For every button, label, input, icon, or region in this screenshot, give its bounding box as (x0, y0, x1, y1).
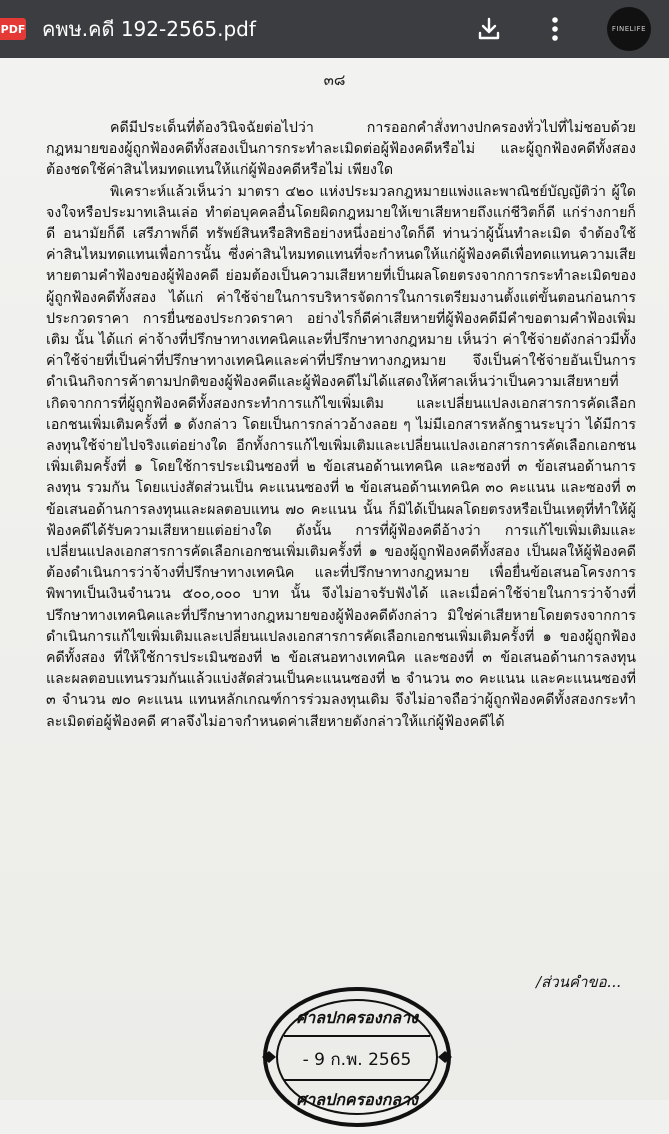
court-stamp (254, 984, 460, 1130)
download-icon[interactable] (471, 11, 507, 47)
stamp-date: - 9 ก.พ. 2565 (302, 1050, 412, 1070)
document-page (0, 58, 669, 1109)
more-vertical-icon[interactable] (537, 11, 573, 47)
stamp-court-name-bottom: ศาลปกครองกลาง (296, 1090, 418, 1109)
page-number: ๓๘ (323, 71, 346, 89)
paragraph: คดีมีประเด็นที่ต้องวินิจฉัยต่อไปว่า การออกคำสั่งทางปกครองทั่วไปที่ไม่ชอบด้วยกฎหมายของผู้ถูกฟ้องคดีทั้งสองเป็นการกระทำละเมิดต่อผู้ฟ้องคดีหรือไม่ และผู้ถูกฟ้องคดีทั้งสองต้องชดใช้ค่าสินไหมทดแทนให้แก่ผู้ฟ้องคดีหรือไม่ เพียงใด (46, 120, 636, 179)
continuation-note: /ส่วนคำขอ... (536, 973, 621, 991)
document-title: คพษ.คดี 192-2565.pdf (42, 17, 256, 41)
avatar-logo-text: FINELIFE (611, 25, 647, 33)
pdf-viewer-toolbar (0, 0, 669, 58)
judgment-body (46, 118, 636, 733)
stamp-court-name-top: ศาลปกครองกลาง (296, 1008, 418, 1027)
avatar[interactable] (607, 7, 651, 51)
paragraph: พิเคราะห์แล้วเห็นว่า มาตรา ๔๒๐ แห่งประมวลกฎหมายแพ่งและพาณิชย์บัญญัติว่า ผู้ใดจงใจหรือประมาทเลินเล่อ ทำต่อบุคคลอื่นโดยผิดกฎหมายให้เขาเสียหายถึงแก่ชีวิตก็ดี แก่ร่างกายก็ดี อนามัยก็ดี เสรีภาพก็ดี ทรัพย์สินหรือสิทธิอย่างหนึ่งอย่างใดก็ดี ท่านว่าผู้นั้นทำละเมิด จำต้องใช้ค่าสินไหมทดแทนเพื่อการนั้น ซึ่งค่าสินไหมทดแทนที่จะกำหนดให้แก่ผู้ฟ้องคดีเพื่อทดแทนความเสียหายตามคำฟ้องของผู้ฟ้องคดี ย่อมต้องเป็นความเสียหายที่เป็นผลโดยตรงจากการกระทำละเมิดของผู้ถูกฟ้องคดีทั้งสอง ได้แก่ ค่าใช้จ่ายในการบริหารจัดการในการเตรียมงานตั้งแต่ขั้นตอนก่อนการประกวดราคา การยื่นซองประกวดราคา อย่างไรก็ดีค่าเสียหายที่ผู้ฟ้องคดีมีคำขอตามคำฟ้องเพิ่มเติม นั้น ได้แก่ ค่าจ้างที่ปรึกษาทางเทคนิคและที่ปรึกษาทางกฎหมาย เห็นว่า ค่าใช้จ่ายดังกล่าวมีทั้งค่าใช้จ่ายที่เป็นค่าที่ปรึกษาทางเทคนิคและค่าที่ปรึกษาทางกฎหมาย จึงเป็นค่าใช้จ่ายอันเป็นการดำเนินกิจการค้าตามปกติของผู้ฟ้องคดีและผู้ฟ้องคดีไม่ได้แสดงให้ศาลเห็นว่าเป็นความเสียหายที่เกิดจากการที่ผู้ถูกฟ้องคดีทั้งสองกระทำการแก้ไขเพิ่มเติม และเปลี่ยนแปลงเอกสารการคัดเลือกเอกชนเพิ่มเติมครั้งที่ ๑ ดังกล่าว โดยเป็นการกล่าวอ้างลอย ๆ ไม่มีเอกสารหลักฐานระบุว่า ได้มีการลงทุนใช้จ่ายไปจริงแต่อย่างใด อีกทั้งการแก้ไขเพิ่มเติมและเปลี่ยนแปลงเอกสารการคัดเลือกเอกชนเพิ่มเติมครั้งที่ ๑ โดยใช้การประเมินซองที่ ๒ ข้อเสนอด้านเทคนิค และซองที่ ๓ ข้อเสนอด้านการลงทุน รวมกัน โดยแบ่งสัดส่วนเป็น คะแนนซองที่ ๒ ข้อเสนอด้านเทคนิค ๓๐ คะแนน และซองที่ ๓ ข้อเสนอด้านการลงทุนและผลตอบแทน ๗๐ คะแนน นั้น ก็มิได้เป็นผลโดยตรงหรือเป็นเหตุที่ทำให้ผู้ฟ้องคดีได้รับความเสียหายแต่อย่างใด ดังนั้น การที่ผู้ฟ้องคดีอ้างว่า การแก้ไขเพิ่มเติมและเปลี่ยนแปลงเอกสารการคัดเลือกเอกชนเพิ่มเติมครั้งที่ ๑ ของผู้ถูกฟ้องคดีทั้งสอง เป็นผลให้ผู้ฟ้องคดีต้องดำเนินการว่าจ้างที่ปรึกษาทางเทคนิค และที่ปรึกษาทางกฎหมาย เพื่อยื่นข้อเสนอโครงการพิพาทเป็นเงินจำนวน ๕๐๐,๐๐๐ บาท นั้น จึงไม่อาจรับฟังได้ และเมื่อค่าใช้จ่ายในการว่าจ้างที่ปรึกษาทางเทคนิคและที่ปรึกษาทางกฎหมายของผู้ฟ้องคดีดังกล่าว มิใช่ค่าเสียหายโดยตรงจากการดำเนินการแก้ไขเพิ่มเติมและเปลี่ยนแปลงเอกสารการคัดเลือกเอกชนเพิ่มเติมครั้งที่ ๑ ของผู้ถูกฟ้องคดีทั้งสอง ที่ให้ใช้การประเมินซองที่ ๒ ข้อเสนอทางเทคนิค และซองที่ ๓ ข้อเสนอด้านการลงทุนและผลตอบแทนรวมกันแล้วแบ่งสัดส่วนเป็นคะแนนซองที่ ๒ จำนวน ๓๐ คะแนน และคะแนนซองที่ ๓ จำนวน ๗๐ คะแนน แทนหลักเกณฑ์การร่วมลงทุนเดิม จึงไม่อาจถือว่าผู้ถูกฟ้องคดีทั้งสองกระทำละเมิดต่อผู้ฟ้องคดี ศาลจึงไม่อาจกำหนดค่าเสียหายดังกล่าวให้แก่ผู้ฟ้องคดีได้ (46, 183, 636, 730)
pdf-file-icon: PDF (0, 18, 26, 40)
